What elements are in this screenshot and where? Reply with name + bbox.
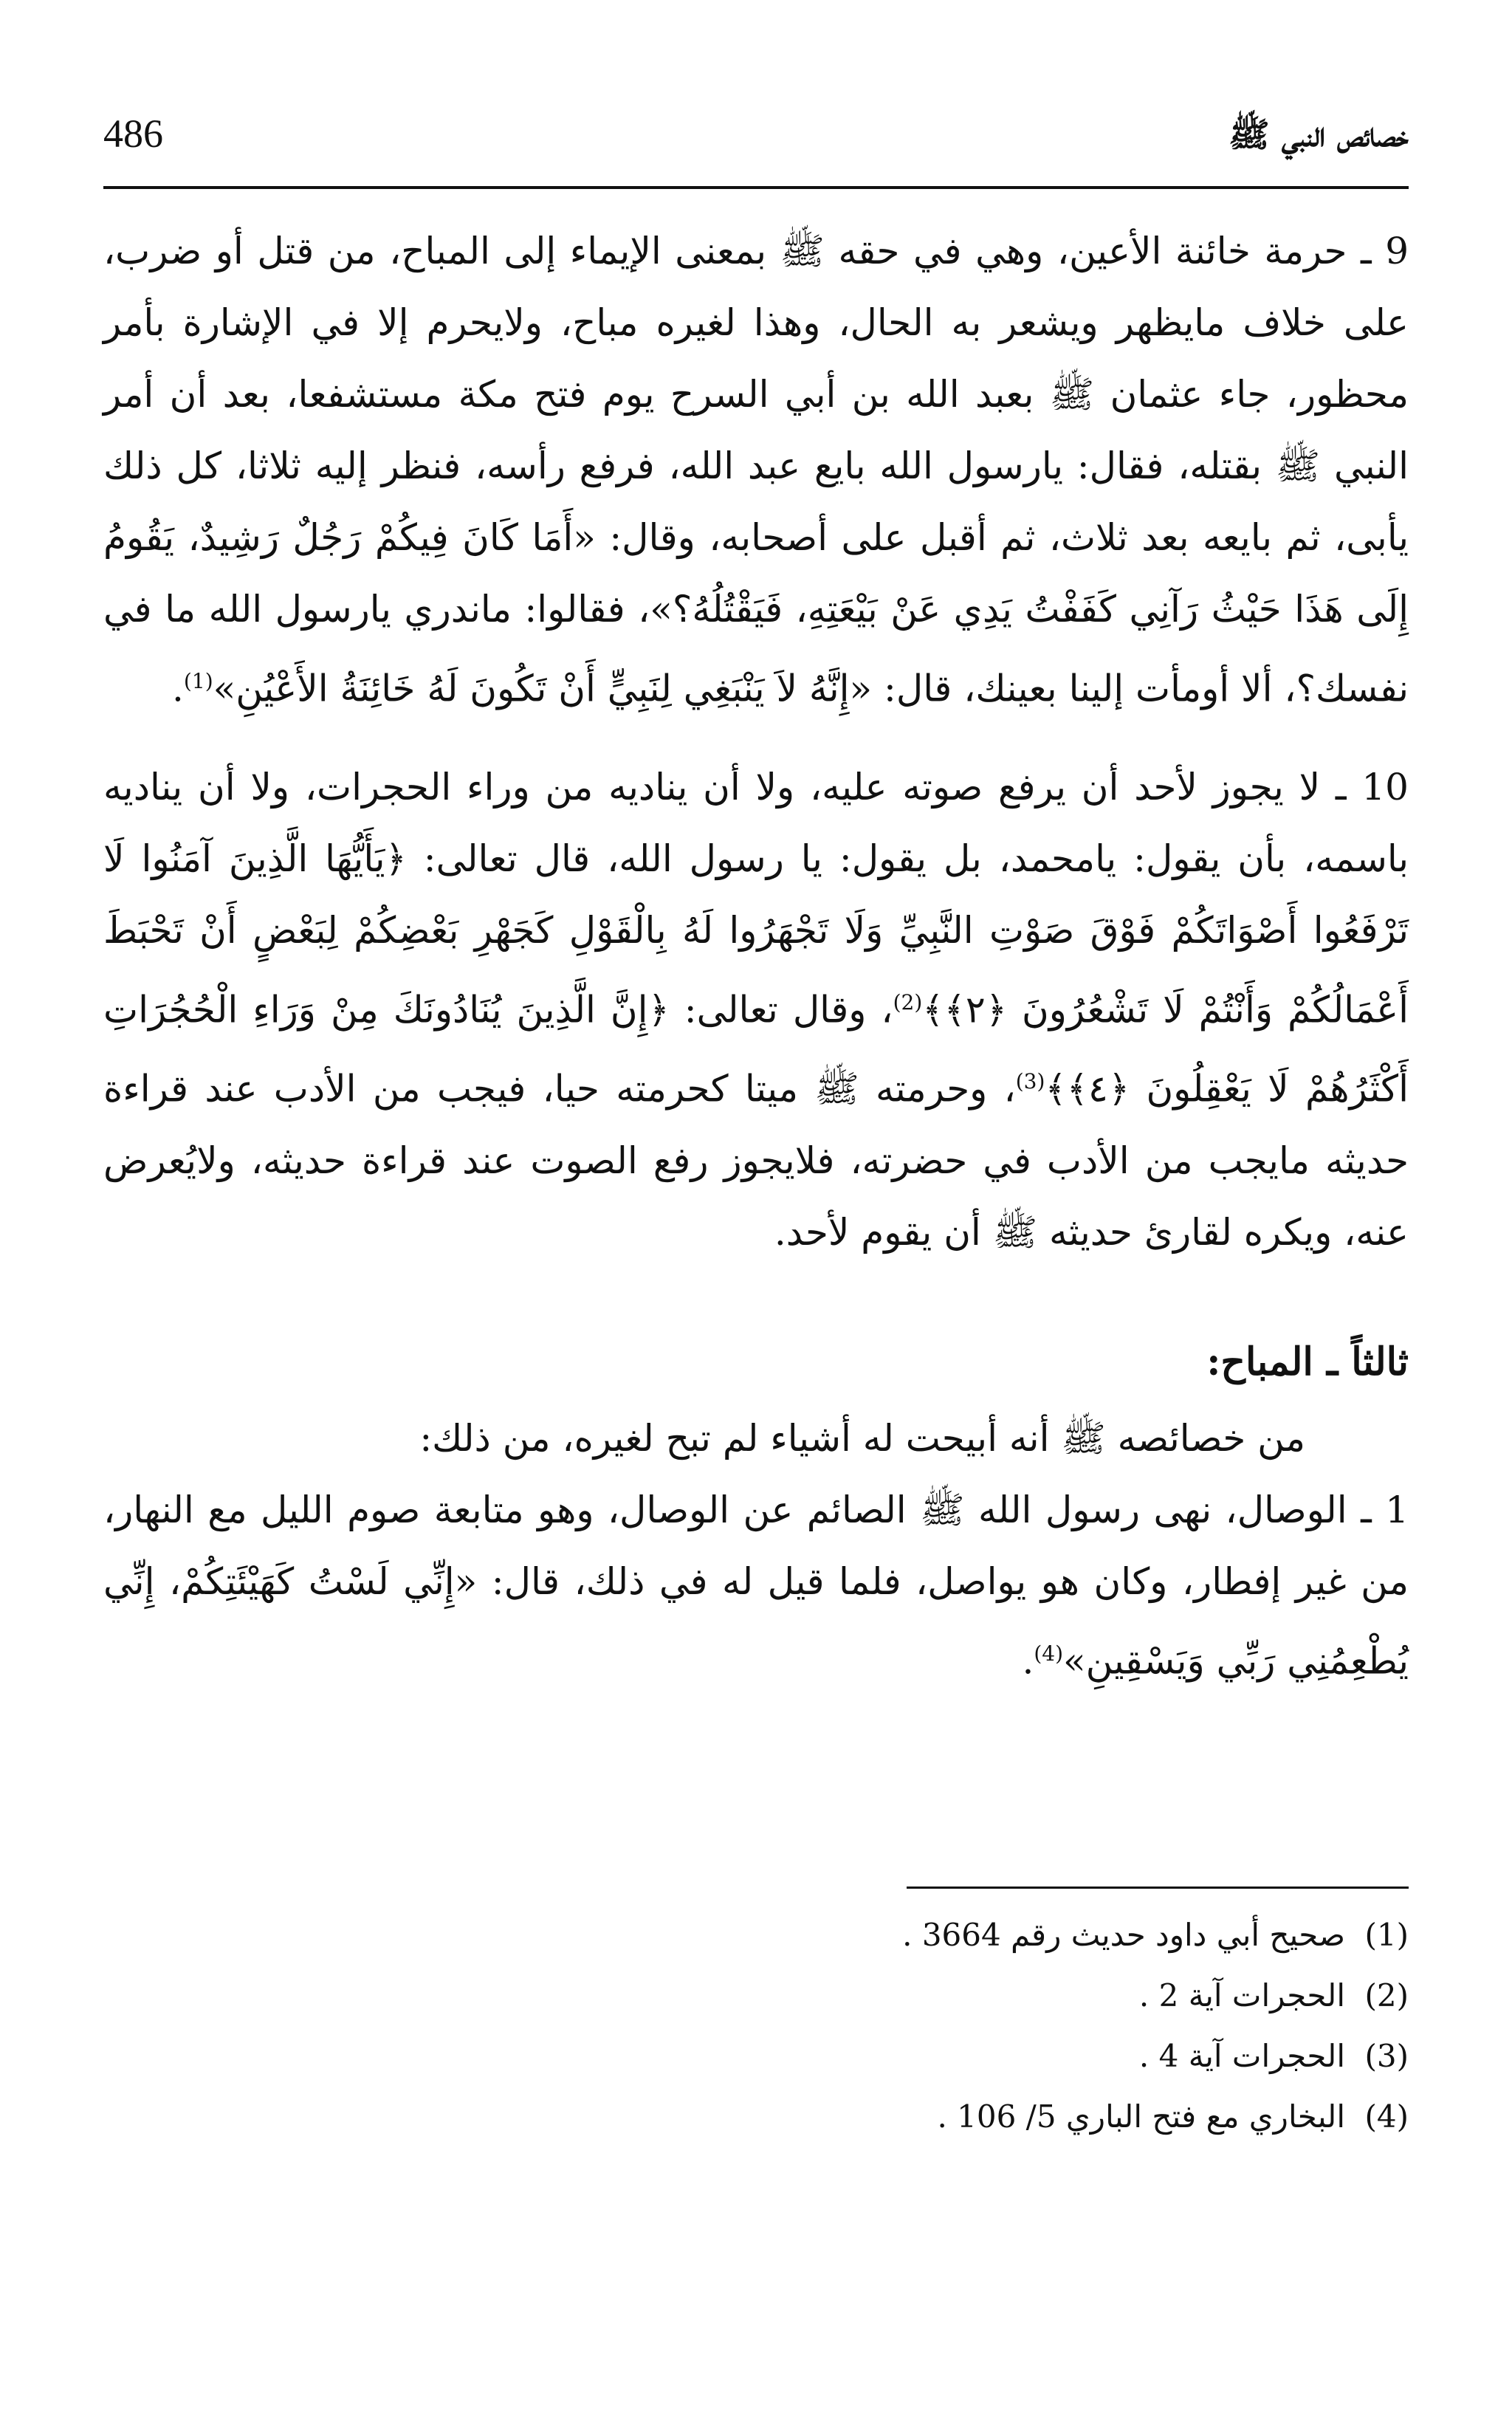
footnote-ref-4: (4): [1034, 1641, 1064, 1666]
footnote-item: [523, 2087, 1409, 2147]
footnote-item: [523, 1905, 1409, 1966]
footnote-item: [523, 2026, 1409, 2087]
footnote-number: (4): [1364, 2098, 1409, 2135]
page-header: [103, 103, 1409, 177]
footnote-text: الحجرات آية 2 .: [1138, 1977, 1345, 2014]
paragraph-9: [103, 216, 1409, 725]
item-1-text: 1 ـ الوصال، نهى رسول الله ﷺ الصائم عن الوصال، وهو متابعة صوم الليل مع النهار، من غير إفطار، وكان هو يواصل، فلما قيل له في ذلك، قال: «إِنِّي لَسْتُ كَهَيْئَتِكُمْ، إِنِّي يُطْعِمُنِي رَبِّي وَيَسْقِينِ»: [103, 1488, 1409, 1683]
item-1: [103, 1475, 1409, 1697]
paragraph-10-text-c: ، وحرمته ﷺ ميتا كحرمته حيا، فيجب من الأدب عند قراءة حديثه مايجب من الأدب في حضرته، فلايجوز رفع الصوت عند قراءة حديثه، ولايُعرض عنه، ويكره لقارئ حديثه ﷺ أن يقوم لأحد.: [103, 1067, 1409, 1254]
section-heading: ثالثاً ـ المباح:: [1206, 1339, 1409, 1384]
footnote-ref-1: (1): [183, 669, 213, 693]
footnote-number: (2): [1364, 1977, 1409, 2014]
paragraph-10-text-a: 10 ـ لا يجوز لأحد أن يرفع صوته عليه، ولا أن يناديه من وراء الحجرات، ولا أن يناديه باسمه، بأن يقول: يامحمد، بل يقول: يا رسول الله، قال تعالى: ﴿يَأَيُّهَا الَّذِينَ آمَنُوا لَا تَرْفَعُوا أَصْوَاتَكُمْ فَوْقَ صَوْتِ النَّبِيِّ وَلَا تَجْهَرُوا لَهُ بِالْقَوْلِ كَجَهْرِ بَعْضِكُمْ لِبَعْضٍ أَنْ تَحْبَطَ أَعْمَالُكُمْ وَأَنْتُمْ لَا تَشْعُرُونَ ﴿٢﴾﴾: [103, 765, 1409, 1031]
footnotes: [523, 1905, 1409, 2147]
section-gap-2: [103, 1295, 1409, 1322]
page-number: 486: [103, 111, 163, 156]
item-1-end: .: [1022, 1639, 1034, 1683]
footnote-text: صحيح أبي داود حديث رقم 3664 .: [902, 1917, 1345, 1953]
footnote-ref-2: (2): [893, 989, 923, 1015]
footnote-number: (1): [1364, 1917, 1409, 1953]
footnote-rule: [907, 1887, 1409, 1889]
footnote-number: (3): [1364, 2038, 1409, 2074]
section-gap: [103, 1268, 1409, 1295]
section-intro: من خصائصه ﷺ أنه أبيحت له أشياء لم تبح لغيره، من ذلك:: [419, 1416, 1305, 1460]
footnote-item: [523, 1966, 1409, 2026]
paragraph-9-text: 9 ـ حرمة خائنة الأعين، وهي في حقه ﷺ بمعنى الإيماء إلى المباح، من قتل أو ضرب، على خلاف مايظهر ويشعر به الحال، وهذا لغيره مباح، ولايحرم إلا في الإشارة بأمر محظور، جاء عثمان ﷺ بعبد الله بن أبي السرح يوم فتح مكة مستشفعا، بعد أن أمر النبي ﷺ بقتله، فقال: يارسول الله بايع عبد الله، فرفع رأسه، فنظر إليه ثلاثا، كل ذلك يأبى، ثم بايعه بعد ثلاث، ثم أقبل على أصحابه، وقال: «أَمَا كَانَ فِيكُمْ رَجُلٌ رَشِيدٌ، يَقُومُ إِلَى هَذَا حَيْثُ رَآنِي كَفَفْتُ يَدِي عَنْ بَيْعَتِهِ، فَيَقْتُلُهُ؟»، فقالوا: ماندري يارسول الله ما في نفسك؟، ألا أومأت إلينا بعينك، قال: «إِنَّهُ لاَ يَنْبَغِي لِنَبِيٍّ أَنْ تَكُونَ لَهُ خَائِنَةُ الأَعْيُنِ»: [103, 230, 1409, 710]
paragraph-10: [103, 752, 1409, 1268]
footnote-text: الحجرات آية 4 .: [1138, 2038, 1345, 2074]
header-rule: [103, 186, 1409, 189]
running-title: خصائص النبي ﷺ: [1228, 114, 1409, 154]
page-body: [103, 216, 1409, 1697]
paragraph-10-text-b: ، وقال تعالى: ﴿إِنَّ الَّذِينَ يُنَادُونَكَ مِنْ وَرَاءِ الْحُجُرَاتِ أَكْثَرُهُمْ لَا يَعْقِلُونَ ﴿٤﴾﴾: [103, 988, 1409, 1110]
footnote-text: البخاري مع فتح الباري 5/ 106 .: [937, 2098, 1345, 2135]
paragraph-gap: [103, 725, 1409, 752]
paragraph-9-end: .: [172, 667, 184, 710]
footnote-ref-3: (3): [1015, 1069, 1045, 1094]
